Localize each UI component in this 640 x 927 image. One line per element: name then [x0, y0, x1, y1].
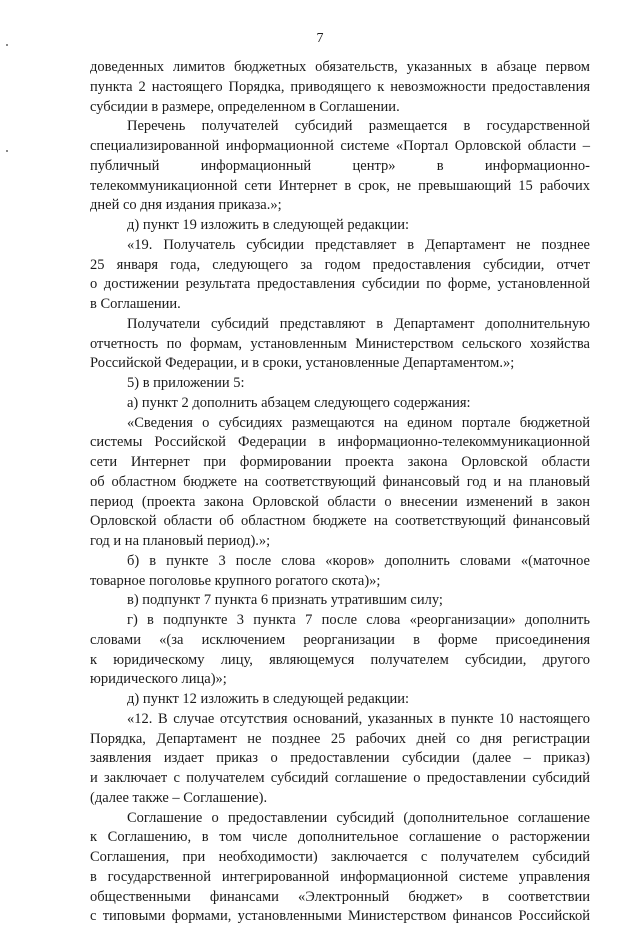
text-line: «19. Получатель субсидии представляет в Департамент не позднее: [127, 236, 590, 253]
text-line: «Сведения о субсидиях размещаются на едином портале бюджетной: [127, 414, 590, 431]
text-line: к юридическому лицу, являющемуся получателем субсидии, другого: [90, 651, 590, 668]
text-line: год и на плановый период).»;: [90, 533, 271, 549]
text-line: о достижении результата предоставления субсидии по форме, установленной: [90, 276, 590, 293]
text-line: товарное поголовье крупного рогатого скота)»;: [90, 572, 381, 589]
text-line: в государственной интегрированной информационной системе управления: [90, 868, 590, 885]
text-line: общественными финансами «Электронный бюджет» в соответствии: [90, 888, 590, 905]
text-line: Соглашения, при необходимости) заключается с получателем субсидий: [90, 849, 590, 865]
text-line: Перечень получателей субсидий размещается в государственной: [127, 118, 590, 135]
text-line: доведенных лимитов бюджетных обязательств, указанных в абзаце первом: [90, 59, 590, 75]
text-line: отчетность по формам, установленным Министерством сельского хозяйства: [90, 335, 590, 352]
text-line: (далее также – Соглашение).: [90, 789, 268, 806]
text-line: с типовыми формами, установленными Министерством финансов Российской: [90, 908, 590, 925]
text-line: сети Интернет при формировании проекта закона Орловской области: [90, 454, 590, 470]
text-line: телекоммуникационной сети Интернет в срок, не превышающий 15 рабочих: [90, 177, 590, 194]
text-line: а) пункт 2 дополнить абзацем следующего содержания:: [127, 394, 471, 411]
text-line: Соглашение о предоставлении субсидий (дополнительное соглашение: [127, 809, 590, 826]
text-line: заявления издает приказ о предоставлении субсидии (далее – приказ): [90, 750, 590, 767]
text-line: субсидии в размере, определенном в Соглашении.: [90, 98, 400, 115]
page-number: 7: [316, 31, 324, 46]
text-line: и заключает с получателем субсидий соглашение о предоставлении субсидий: [90, 770, 590, 786]
text-line: об областном бюджете на соответствующий финансовый год и на плановый: [90, 473, 590, 490]
text-line: Орловской области об областном бюджете на соответствующий финансовый: [90, 513, 590, 530]
text-line: «12. В случае отсутствия оснований, указанных в пункте 10 настоящего: [127, 710, 590, 727]
text-line: в) подпункт 7 пункта 6 признать утратившим силу;: [127, 592, 443, 609]
text-line: публичный информационный центр» в информационно-: [90, 157, 590, 174]
text-line: Порядка, Департамент не позднее 25 рабочих дней со дня регистрации: [90, 730, 590, 747]
text-line: к Соглашению, в том числе дополнительное соглашение о расторжении: [90, 829, 590, 846]
text-line: Российской Федерации, и в сроки, установленные Департаментом.»;: [90, 355, 515, 372]
text-line: 25 января года, следующего за годом предоставления субсидии, отчет: [90, 256, 590, 273]
text-line: период (проекта закона Орловской области о внесении изменений в закон: [90, 493, 590, 510]
document-body: [90, 58, 590, 927]
text-line: словами «(за исключением реорганизации в форме присоединения: [90, 631, 590, 648]
text-line: в Соглашении.: [90, 296, 181, 312]
text-line: пункта 2 настоящего Порядка, приводящего к невозможности предоставления: [90, 78, 590, 95]
text-line: Получатели субсидий представляют в Департамент дополнительную: [127, 315, 590, 332]
text-line: д) пункт 12 изложить в следующей редакции:: [127, 691, 409, 707]
text-line: д) пункт 19 изложить в следующей редакции:: [127, 217, 409, 233]
text-line: г) в подпункте 3 пункта 7 после слова «реорганизации» дополнить: [127, 612, 590, 628]
text-line: б) в пункте 3 после слова «коров» дополнить словами «(маточное: [127, 552, 590, 569]
text-line: системы Российской Федерации в информационно-телекоммуникационной: [90, 434, 590, 451]
text-line: 5) в приложении 5:: [127, 375, 245, 391]
margin-mark: [6, 150, 8, 152]
text-line: специализированной информационной системе «Портал Орловской области –: [90, 138, 590, 154]
text-line: юридического лица)»;: [90, 671, 227, 688]
text-line: дней со дня издания приказа.»;: [90, 197, 282, 214]
